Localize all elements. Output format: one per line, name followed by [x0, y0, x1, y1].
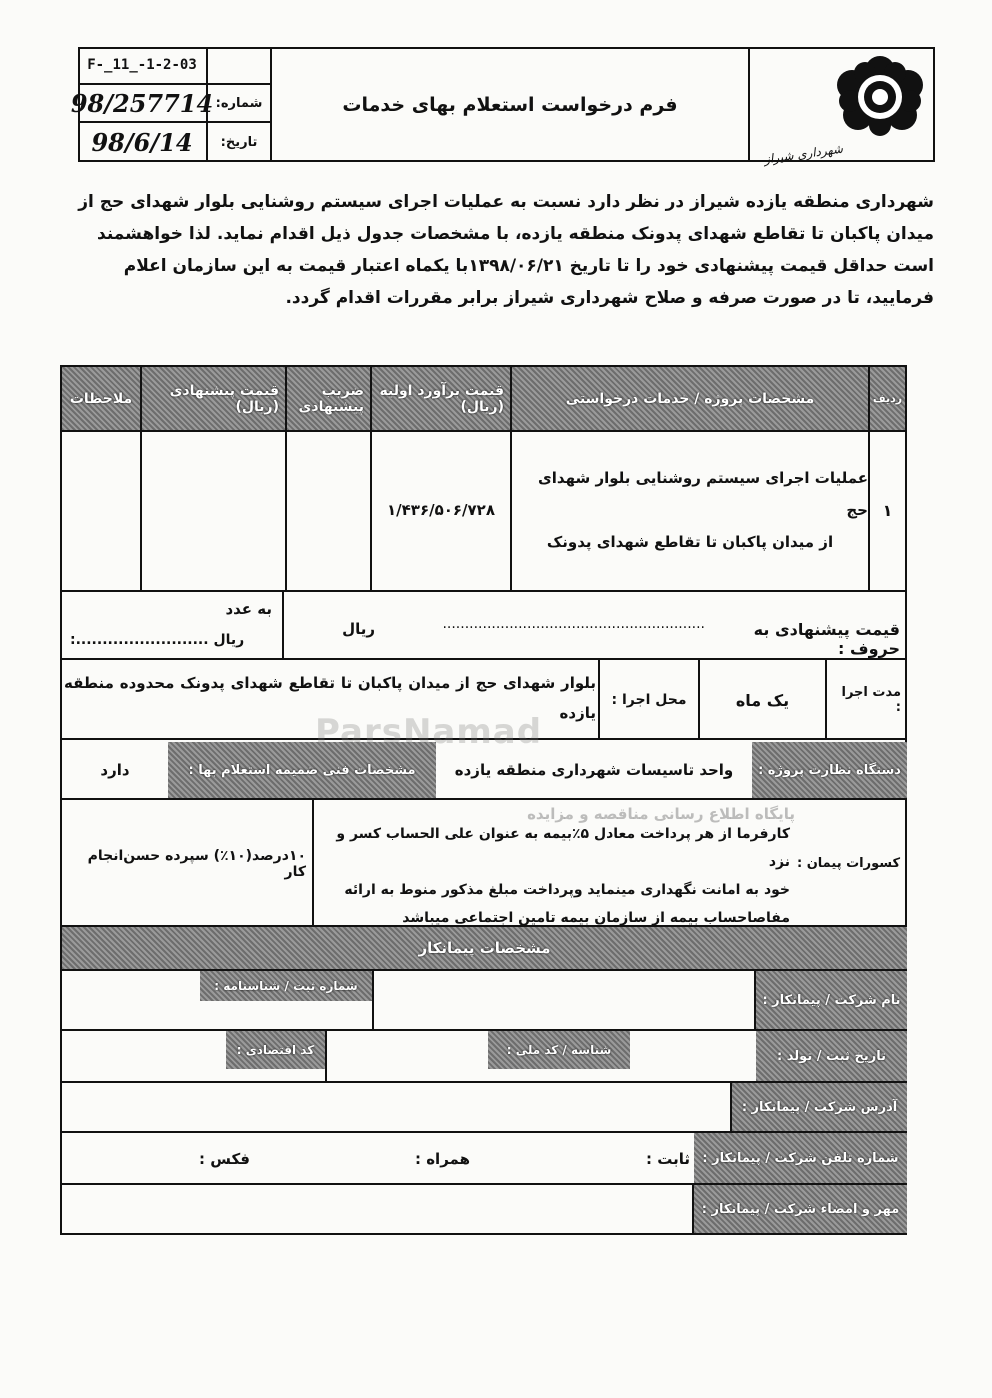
supervision-value: واحد تاسیسات شهرداری منطقه یازده	[454, 761, 734, 779]
meta-box	[70, 47, 270, 162]
form-code: F-_11_-1-2-03	[78, 47, 208, 85]
deductions-line: مفاصاحساب بیمه از سازمان بیمه تامین اجتماعی میباشد	[402, 910, 790, 926]
deductions-label: کسورات پیمان :	[796, 856, 901, 871]
place-value: بلوار شهدای حج از میدان پاکبان تا تقاطع شهدای پدونک محدوده منطقه یازده	[64, 674, 596, 722]
economic-code-label: کد اقتصادی :	[226, 1031, 325, 1069]
national-id-field[interactable]	[325, 1031, 488, 1081]
row-notes	[62, 430, 142, 590]
price-words-rial: ریال	[342, 620, 375, 638]
col-coef-header: ضریب پیشنهادی	[285, 367, 372, 430]
address-field[interactable]	[62, 1083, 732, 1131]
price-words-dots: ...........................................................	[442, 616, 705, 632]
national-id-label: شناسه / کد ملی :	[488, 1031, 630, 1069]
intro-line: شهرداری منطقه یازده شیراز در نظر دارد نسبت به عملیات اجرای سیستم روشنایی بلوار شهدای حج از	[78, 192, 934, 212]
contractor-section-title: مشخصات پیمانکار	[62, 927, 907, 969]
number-label: شماره:	[208, 85, 270, 123]
price-words-label: قیمت پیشنهادی به حروف :	[753, 620, 900, 658]
col-offer-header: قیمت پیشنهادی (ریال)	[142, 367, 285, 430]
tech-spec-value: دارد	[100, 761, 130, 779]
company-label: نام شرکت / پیمانکار :	[756, 971, 907, 1029]
row-spec-line: از میدان پاکبان تا تقاطع شهدای پدونک	[546, 533, 834, 551]
date-value: 98/6/14	[78, 123, 208, 162]
shiraz-flower-logo	[830, 53, 930, 143]
col-row-header: ردیف	[870, 367, 905, 430]
deductions-line: کارفرما از هر پرداخت معادل ۵٪بیمه به عنوان علی الحساب کسر و نزد	[336, 826, 790, 870]
row-number: ۱	[882, 500, 893, 520]
mobile-label: همراه :	[414, 1150, 470, 1168]
number-value: 98/257714	[78, 85, 208, 123]
deductions-line: خود به امانت نگهداری مینماید وپرداخت مبلغ مذکور منوط به ارائه	[344, 882, 790, 898]
watermark-site: ParsNamad	[315, 712, 543, 752]
intro-line: میدان پاکبان تا تقاطع شهدای پدونک منطقه یازده، با مشخصات جدول ذیل اقدام نماید. لذا خواهشمند	[97, 224, 934, 244]
intro-paragraph	[62, 186, 934, 314]
logo-text: شهرداری شیراز	[763, 141, 844, 167]
row-spec-line: عملیات اجرای سیستم روشنایی بلوار شهدای حج	[538, 469, 868, 519]
deductions-text	[318, 820, 790, 932]
col-estimate-header: قیمت برآورد اولیه (ریال)	[372, 367, 510, 430]
reg-number-field[interactable]	[62, 971, 372, 1029]
reg-date-label: تاریخ ثبت / تولد :	[756, 1031, 907, 1081]
row-offer	[142, 430, 285, 590]
place-label: محل اجرا :	[611, 692, 687, 708]
address-label: آدرس شرکت / پیمانکار :	[732, 1083, 907, 1131]
fax-label: فکس :	[199, 1150, 250, 1168]
price-digits-line: :......................... ریال	[70, 632, 245, 648]
reg-number-label: شماره ثبت / شناسنامه :	[200, 971, 372, 1001]
row-estimate: ۱/۴۳۶/۵۰۶/۷۲۸	[387, 501, 495, 519]
form-title: فرم درخواست استعلام بهای خدمات	[270, 47, 748, 162]
intro-line: فرمایید، تا در صورت صرفه و صلاح شهرداری شیراز برابر مقررات اقدام گردد.	[285, 288, 934, 308]
tech-spec-label: مشخصات فنی ضمیمه استعلام بها :	[168, 742, 436, 798]
reg-date-field[interactable]	[630, 1031, 756, 1081]
duration-value: یک ماه	[735, 690, 790, 710]
logo-cell	[748, 47, 935, 167]
watermark-caption: پایگاه اطلاع رسانی مناقصه و مزایده	[527, 805, 795, 823]
phone-label: شماره تلفن شرکت / پیمانکار :	[694, 1133, 907, 1183]
seal-signature-label: مهر و امضاء شرکت / پیمانکار :	[694, 1185, 907, 1233]
col-spec-header: مشخصات پروژه / خدمات درخواستی	[510, 367, 870, 430]
economic-code-field[interactable]	[62, 1031, 226, 1081]
fixed-phone-label: ثابت :	[646, 1150, 690, 1168]
seal-signature-field[interactable]	[62, 1185, 694, 1233]
date-label: تاریخ:	[220, 135, 258, 150]
duration-label: مدت اجرا :	[841, 685, 901, 715]
col-notes-header: ملاحظات	[62, 367, 142, 430]
company-field[interactable]	[372, 971, 756, 1029]
row-coef	[285, 430, 372, 590]
price-digits-label: به عدد	[225, 600, 272, 618]
supervision-label: دستگاه نظارت پروژه :	[752, 742, 907, 798]
retention-text: ۱۰درصد(۱۰٪) سپرده حسن‌انجام کار	[87, 847, 306, 880]
intro-line: است حداقل قیمت پیشنهادی خود را تا تاریخ ۱۳۹۸/۰۶/۲۱با یکماه اعتبار قیمت به این سازمان اعلام	[123, 256, 934, 276]
row-spec	[510, 430, 870, 590]
